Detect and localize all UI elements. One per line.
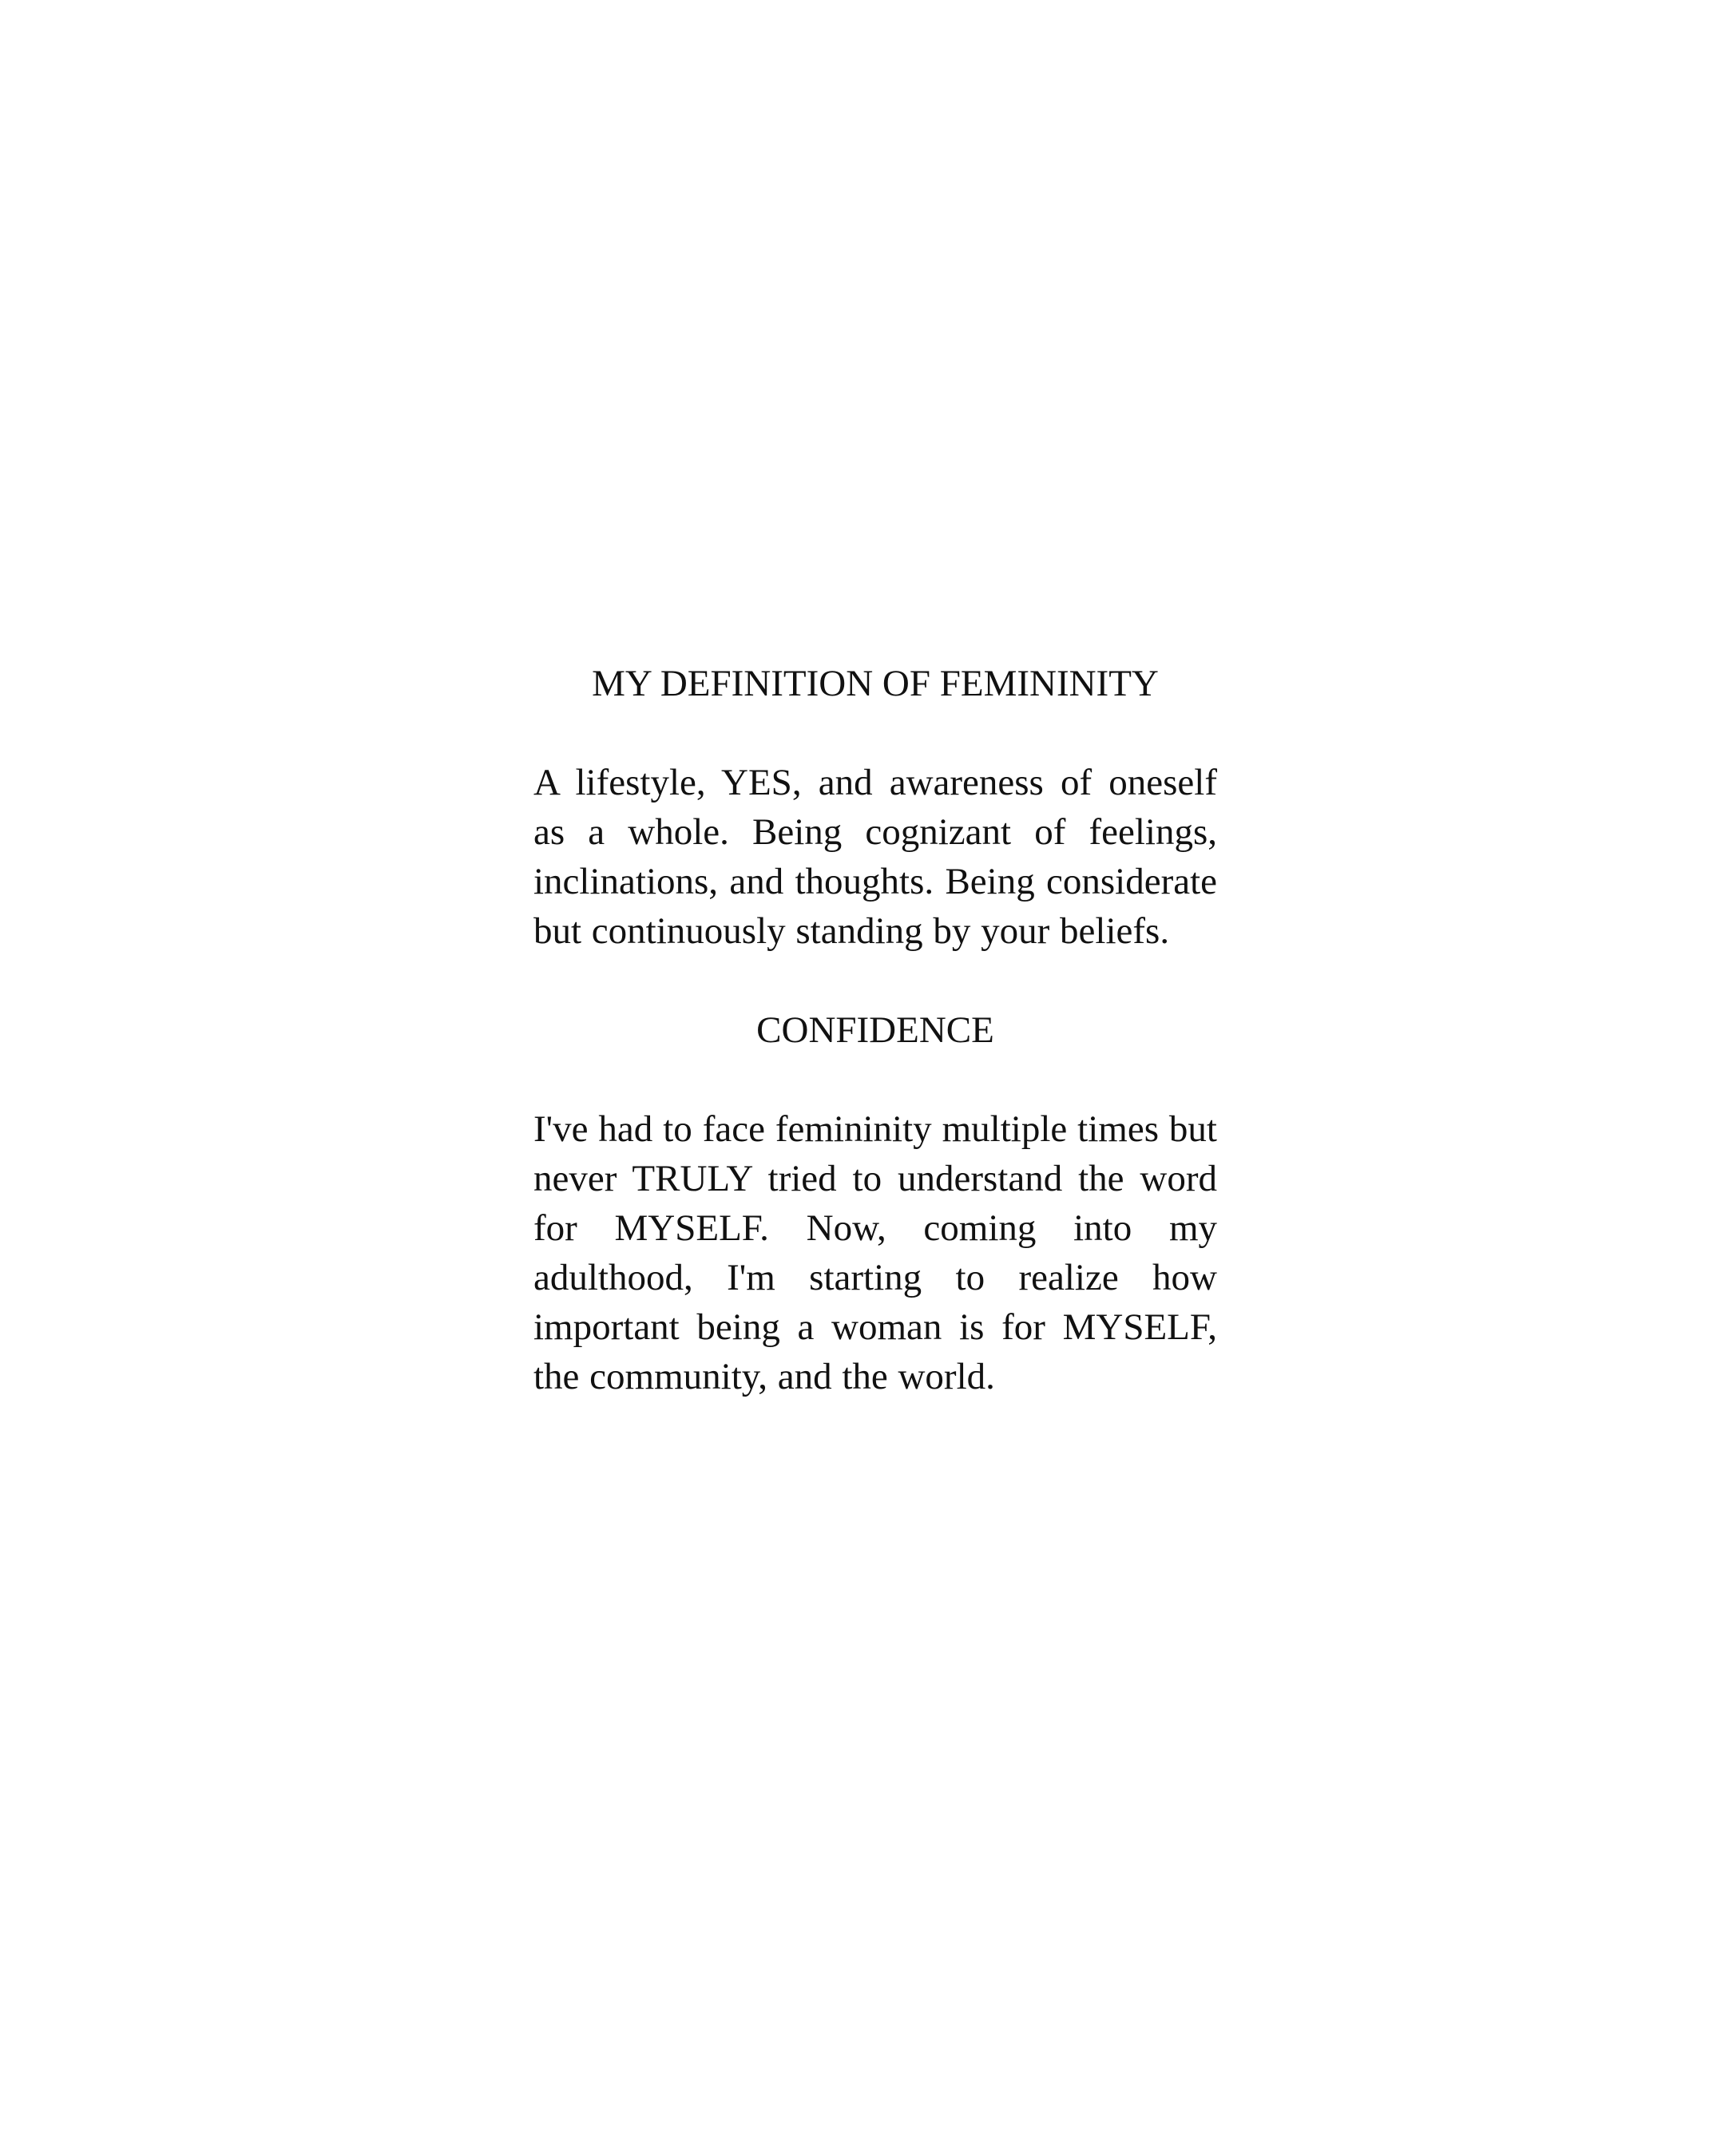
text-column: [533, 659, 1217, 1401]
definition-paragraph: A lifestyle, YES, and awareness of oneself as a whole. Being cognizant of feelings, inclinations, and thoughts. Being considerate but continuously standing by your beliefs.: [533, 762, 1217, 952]
confidence-paragraph: I've had to face femininity multiple times but never TRULY tried to understand the word for MYSELF. Now, coming into my adulthood, I'm starting to realize how important being a woman is for MYSELF, the community, and the world.: [533, 1108, 1217, 1397]
page-title: MY DEFINITION OF FEMININITY: [592, 663, 1159, 704]
section-heading-confidence: CONFIDENCE: [756, 1009, 994, 1051]
